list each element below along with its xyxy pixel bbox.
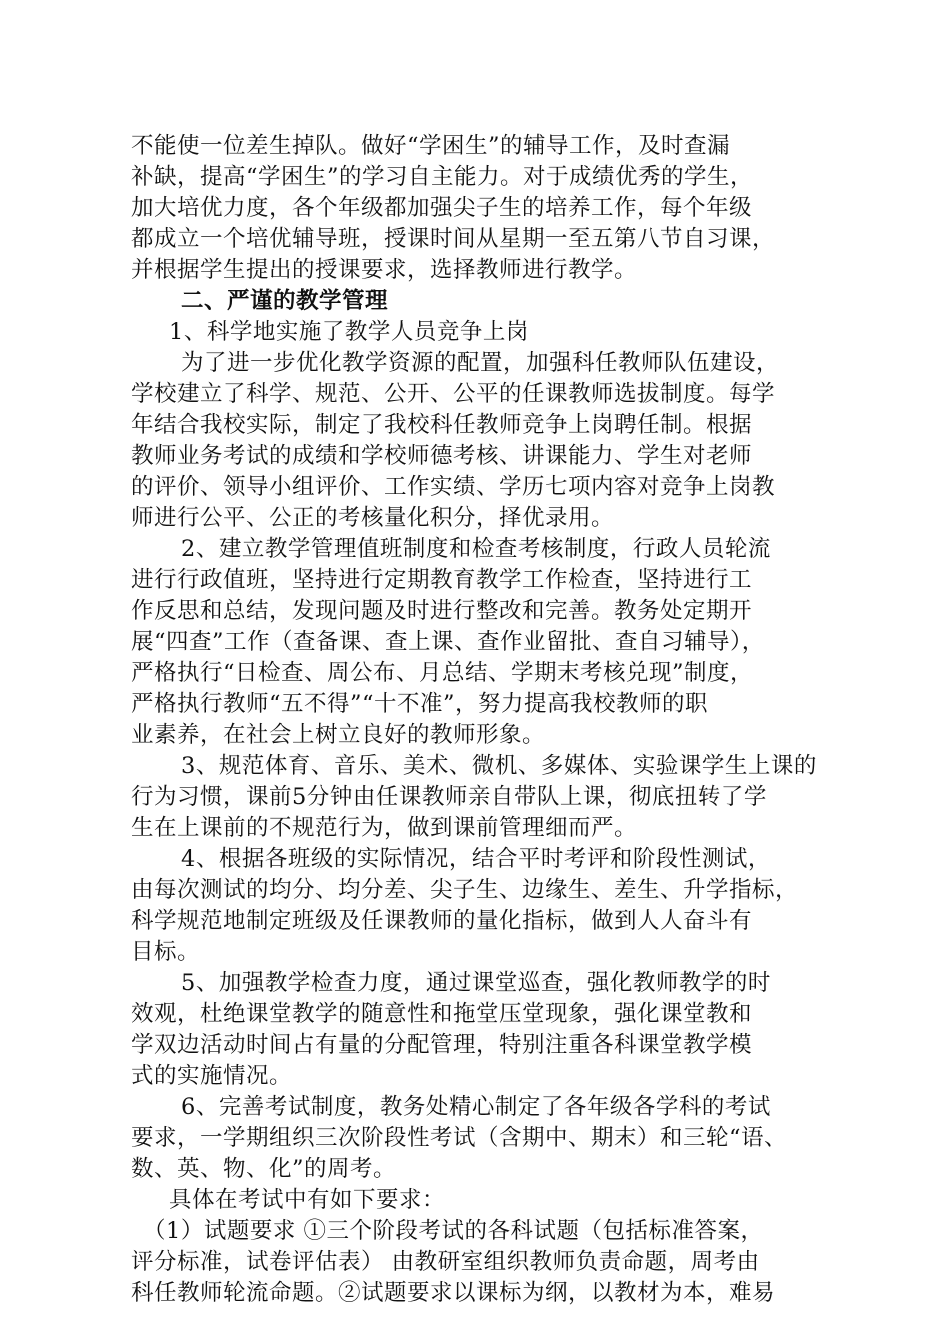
text-line: 加大培优力度，各个年级都加强尖子生的培养工作，每个年级: [131, 195, 753, 221]
text-line: 的评价、领导小组评价、工作实绩、学历七项内容对竞争上岗教: [131, 474, 776, 500]
text-line: 师进行公平、公正的考核量化积分，择优录用。: [131, 505, 615, 531]
document-body: [131, 131, 821, 1309]
text-line: 生在上课前的不规范行为，做到课前管理细而严。: [131, 815, 638, 841]
text-line: 6、完善考试制度，教务处精心制定了各年级各学科的考试: [181, 1094, 771, 1120]
text-line: 为了进一步优化教学资源的配置，加强科任教师队伍建设，: [181, 350, 780, 376]
section-heading: 二、严谨的教学管理: [181, 288, 389, 314]
text-line: 展“四查”工作（查备课、查上课、查作业留批、查自习辅导），: [131, 629, 765, 655]
text-line: 2、建立教学管理值班制度和检查考核制度，行政人员轮流: [181, 536, 771, 562]
text-line: 由每次测试的均分、均分差、尖子生、边缘生、差生、升学指标，: [131, 877, 799, 903]
text-line: 并根据学生提出的授课要求，选择教师进行教学。: [131, 257, 638, 283]
text-line: 年结合我校实际，制定了我校科任教师竞争上岗聘任制。根据: [131, 412, 753, 438]
text-line: 教师业务考试的成绩和学校师德考核、讲课能力、学生对老师: [131, 443, 753, 469]
text-line: 学校建立了科学、规范、公开、公平的任课教师选拔制度。每学: [131, 381, 776, 407]
text-line: （1）试题要求 ①三个阶段考试的各科试题（包括标准答案，: [143, 1218, 764, 1244]
text-line: 行为习惯，课前5分钟由任课教师亲自带队上课，彻底扭转了学: [131, 784, 767, 810]
text-line: 效观，杜绝课堂教学的随意性和拖堂压堂现象，强化课堂教和: [131, 1001, 753, 1027]
text-line: 5、加强教学检查力度，通过课堂巡查，强化教师教学的时: [181, 970, 771, 996]
text-line: 要求，一学期组织三次阶段性考试（含期中、期末）和三轮“语、: [131, 1125, 788, 1151]
text-line: 严格执行教师“五不得”“十不准”，努力提高我校教师的职: [131, 691, 709, 717]
text-line: 不能使一位差生掉队。做好“学困生”的辅导工作，及时查漏: [131, 133, 731, 159]
text-line: 式的实施情况。: [131, 1063, 293, 1089]
text-line: 1、科学地实施了教学人员竞争上岗: [169, 319, 529, 345]
text-line: 目标。: [131, 939, 201, 965]
text-line: 评分标准，试卷评估表） 由教研室组织教师负责命题，周考由: [131, 1249, 760, 1275]
text-line: 作反思和总结，发现问题及时进行整改和完善。教务处定期开: [131, 598, 753, 624]
text-line: 科学规范地制定班级及任课教师的量化指标，做到人人奋斗有: [131, 908, 753, 934]
text-line: 4、根据各班级的实际情况，结合平时考评和阶段性测试，: [181, 846, 771, 872]
text-line: 进行行政值班，坚持进行定期教育教学工作检查，坚持进行工: [131, 567, 753, 593]
text-line: 具体在考试中有如下要求：: [169, 1187, 446, 1213]
text-line: 补缺，提高“学困生”的学习自主能力。对于成绩优秀的学生，: [131, 164, 754, 190]
text-line: 严格执行“日检查、周公布、月总结、学期末考核兑现”制度，: [131, 660, 754, 686]
text-line: 科任教师轮流命题。②试题要求以课标为纲，以教材为本，难易: [131, 1280, 776, 1306]
text-line: 都成立一个培优辅导班，授课时间从星期一至五第八节自习课，: [131, 226, 776, 252]
text-line: 数、英、物、化”的周考。: [131, 1156, 397, 1182]
text-line: 3、规范体育、音乐、美术、微机、多媒体、实验课学生上课的: [181, 753, 817, 779]
text-line: 业素养，在社会上树立良好的教师形象。: [131, 722, 546, 748]
text-line: 学双边活动时间占有量的分配管理，特别注重各科课堂教学模: [131, 1032, 753, 1058]
